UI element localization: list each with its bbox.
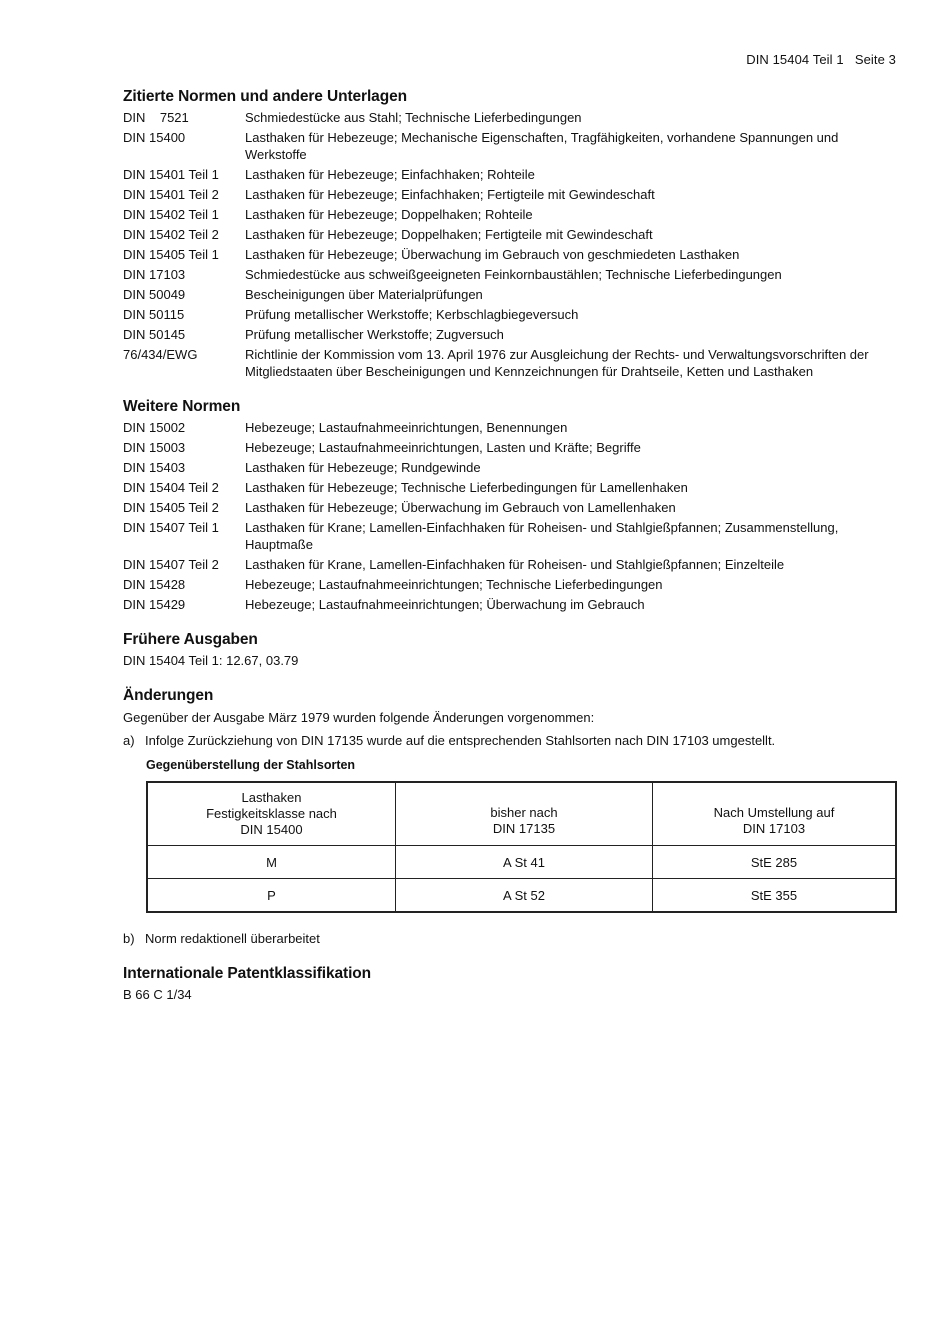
standard-description: Lasthaken für Hebezeuge; Überwachung im Gebrauch von Lamellenhaken <box>245 500 676 515</box>
table-header-previous: bisher nach DIN 17135 <box>396 782 653 846</box>
standard-description: Lasthaken für Krane, Lamellen-Einfachhaken für Roheisen- und Stahlgießpfannen; Einzelteile <box>245 557 785 572</box>
standard-description: Prüfung metallischer Werkstoffe; Kerbschlagbiegeversuch <box>245 307 579 322</box>
standard-description: Schmiedestücke aus Stahl; Technische Lieferbedingungen <box>245 110 582 125</box>
earlier-editions-text: DIN 15404 Teil 1: 12.67, 03.79 <box>123 653 299 668</box>
standard-description: Lasthaken für Hebezeuge; Mechanische Eigenschaften, Tragfähigkeiten, vorhandene Spannungen und Werkstoffe <box>245 130 839 162</box>
table-cell: A St 52 <box>396 879 653 913</box>
standard-description: Lasthaken für Hebezeuge; Einfachhaken; Rohteile <box>245 167 535 182</box>
standard-code: DIN 15400 <box>123 130 186 145</box>
table-header-new: Nach Umstellung auf DIN 17103 <box>653 782 897 846</box>
standard-code: DIN 50145 <box>123 327 186 342</box>
standard-code: DIN 15403 <box>123 460 186 475</box>
standard-code: DIN 15002 <box>123 420 186 435</box>
standard-code: DIN 50049 <box>123 287 186 302</box>
page-header: DIN 15404 Teil 1 Seite 3 <box>746 52 896 67</box>
standard-description: Richtlinie der Kommission vom 13. April 1976 zur Ausgleichung der Rechts- und Verwaltungsvorschriften der Mitgliedstaaten über Bescheinigungen und Kennzeichnungen für Drahtseile, Ketten und Lasthaken <box>245 347 869 379</box>
steel-comparison-table <box>146 781 897 913</box>
change-item-a-label: a) <box>123 733 135 748</box>
standard-description: Lasthaken für Hebezeuge; Doppelhaken; Rohteile <box>245 207 533 222</box>
steel-table-title: Gegenüberstellung der Stahlsorten <box>146 758 356 772</box>
standard-description: Lasthaken für Hebezeuge; Rundgewinde <box>245 460 481 475</box>
standard-description: Lasthaken für Hebezeuge; Doppelhaken; Fertigteile mit Gewindeschaft <box>245 227 653 242</box>
standard-code: DIN 15003 <box>123 440 186 455</box>
table-header-hook-class: Lasthaken Festigkeitsklasse nach DIN 15400 <box>147 782 396 846</box>
table-cell: A St 41 <box>396 846 653 879</box>
table-cell: M <box>147 846 396 879</box>
further-standards-list <box>123 419 897 613</box>
cited-standards-title: Zitierte Normen und andere Unterlagen <box>123 88 407 105</box>
change-item-b <box>123 930 897 947</box>
standard-code: DIN 15401 Teil 1 <box>123 167 219 182</box>
document-body <box>123 88 897 1021</box>
standard-description: Lasthaken für Hebezeuge; Überwachung im Gebrauch von geschmiedeten Lasthaken <box>245 247 740 262</box>
standard-description: Prüfung metallischer Werkstoffe; Zugversuch <box>245 327 504 342</box>
table-header-row <box>147 782 896 846</box>
standard-code: DIN 15404 Teil 2 <box>123 480 219 495</box>
standard-code: DIN 15405 Teil 2 <box>123 500 219 515</box>
standard-description: Schmiedestücke aus schweißgeeigneten Feinkornbaustählen; Technische Lieferbedingungen <box>245 267 782 282</box>
standard-code: 76/434/EWG <box>123 347 198 362</box>
changes-title: Änderungen <box>123 687 214 704</box>
cited-standards-section <box>123 88 897 380</box>
standard-description: Hebezeuge; Lastaufnahmeeinrichtungen; Überwachung im Gebrauch <box>245 597 645 612</box>
changes-section <box>123 687 897 947</box>
standard-description: Lasthaken für Hebezeuge; Technische Lieferbedingungen für Lamellenhaken <box>245 480 688 495</box>
standard-code: DIN 15405 Teil 1 <box>123 247 219 262</box>
change-item-b-label: b) <box>123 931 135 946</box>
standard-description: Bescheinigungen über Materialprüfungen <box>245 287 483 302</box>
standard-code: DIN 15428 <box>123 577 186 592</box>
standard-description: Hebezeuge; Lastaufnahmeeinrichtungen, Lasten und Kräfte; Begriffe <box>245 440 641 455</box>
standard-code: DIN 15407 Teil 2 <box>123 557 219 572</box>
standard-code: DIN 15402 Teil 2 <box>123 227 219 242</box>
ipc-title: Internationale Patentklassifikation <box>123 965 372 982</box>
change-item-a <box>123 732 897 749</box>
table-cell: StE 355 <box>653 879 897 913</box>
standard-code: DIN 15429 <box>123 597 186 612</box>
cited-standards-list <box>123 109 897 380</box>
table-cell: P <box>147 879 396 913</box>
table-cell: StE 285 <box>653 846 897 879</box>
standard-code: DIN 15407 Teil 1 <box>123 520 219 535</box>
standard-description: Hebezeuge; Lastaufnahmeeinrichtungen; Technische Lieferbedingungen <box>245 577 663 592</box>
standard-code: DIN 7521 <box>123 110 189 125</box>
change-item-a-text: Infolge Zurückziehung von DIN 17135 wurde auf die entsprechenden Stahlsorten nach DIN 17103 umgestellt. <box>145 733 776 748</box>
table-row <box>147 846 896 879</box>
standard-code: DIN 17103 <box>123 267 186 282</box>
ipc-section <box>123 965 897 1003</box>
standard-description: Lasthaken für Krane; Lamellen-Einfachhaken für Roheisen- und Stahlgießpfannen; Zusammenstellung, Hauptmaße <box>245 520 839 552</box>
table-row <box>147 879 896 913</box>
earlier-editions-title: Frühere Ausgaben <box>123 631 258 648</box>
standard-description: Lasthaken für Hebezeuge; Einfachhaken; Fertigteile mit Gewindeschaft <box>245 187 655 202</box>
standard-description: Hebezeuge; Lastaufnahmeeinrichtungen, Benennungen <box>245 420 568 435</box>
standard-code: DIN 15402 Teil 1 <box>123 207 219 222</box>
ipc-text: B 66 C 1/34 <box>123 987 192 1002</box>
earlier-editions-section <box>123 631 897 669</box>
further-standards-section <box>123 398 897 613</box>
further-standards-title: Weitere Normen <box>123 398 241 415</box>
standard-code: DIN 15401 Teil 2 <box>123 187 219 202</box>
standard-code: DIN 50115 <box>123 307 185 322</box>
changes-intro: Gegenüber der Ausgabe März 1979 wurden folgende Änderungen vorgenommen: <box>123 710 595 725</box>
change-item-b-text: Norm redaktionell überarbeitet <box>145 931 320 946</box>
